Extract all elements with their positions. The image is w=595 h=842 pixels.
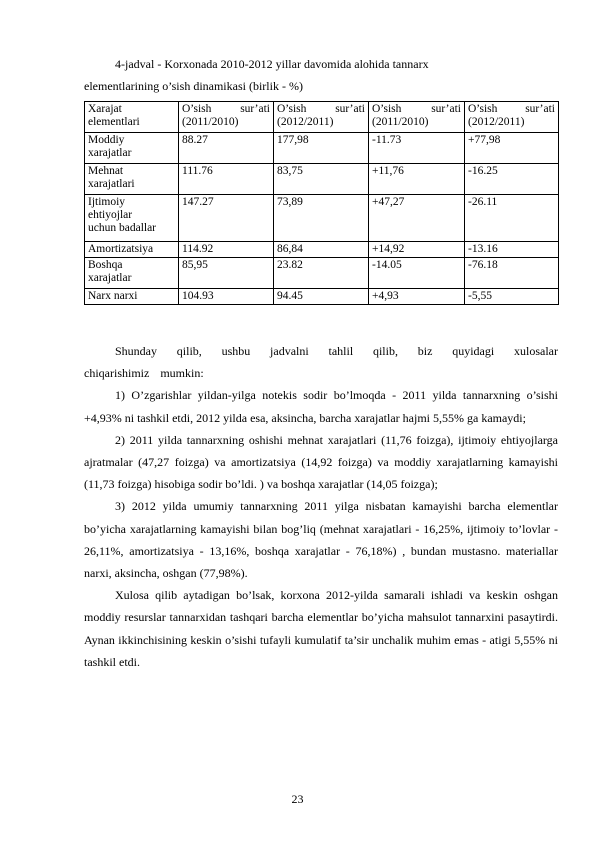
- header-cell: O’sish sur’ati (2012/2011): [274, 102, 369, 133]
- value-cell: 94.45: [274, 289, 369, 305]
- header-cell: Xarajat elementlari: [85, 102, 179, 133]
- value-cell: -16.25: [465, 164, 559, 195]
- table-header-row: [85, 102, 559, 133]
- caption-line-2: elementlarining o’sish dinamikasi (birlik - %): [84, 79, 303, 93]
- value-cell: -76.18: [465, 258, 559, 289]
- paragraph: Xulosa qilib aytadigan bo’lsak, korxona 2012-yilda samarali ishladi va keskin oshgan moddiy resurslar tannarxidan tashqari barcha elementlar bo’yicha mahsulot tannarxini pasaytirdi. Aynan ikkinchisining keskin o’sishi tufayli kumulatif ta’sir unchalik muhim emas - atigi 5,55% ni tashkil etdi.: [84, 588, 558, 669]
- caption-line-1: 4-jadval - Korxonada 2010-2012 yillar davomida alohida tannarx: [115, 57, 429, 71]
- table-row: [85, 164, 559, 195]
- value-cell: 104.93: [179, 289, 274, 305]
- value-cell: +77,98: [465, 133, 559, 164]
- value-cell: 85,95: [179, 258, 274, 289]
- row-label-cell: Boshqa xarajatlar: [85, 258, 179, 289]
- value-cell: 114.92: [179, 242, 274, 258]
- header-cell: O’sish sur’ati (2011/2010): [369, 102, 465, 133]
- table-caption: [84, 53, 558, 97]
- value-cell: +11,76: [369, 164, 465, 195]
- value-cell: 88.27: [179, 133, 274, 164]
- value-cell: -26.11: [465, 195, 559, 242]
- cost-dynamics-table: [84, 101, 559, 305]
- value-cell: +4,93: [369, 289, 465, 305]
- header-cell: O’sish sur’ati (2012/2011): [465, 102, 559, 133]
- value-cell: 73,89: [274, 195, 369, 242]
- paragraph: 2) 2011 yilda tannarxning oshishi mehnat xarajatlari (11,76 foizga), ijtimoiy ehtiyojlarga ajratmalar (47,27 foizga) va amortizatsiya (14,92 foizga) va moddiy xarajatlarning kamayishi (11,73 foizga) hisobiga sodir bo’ldi. ) va boshqa xarajatlar (14,05 foizga);: [84, 432, 558, 492]
- paragraph: 1) O’zgarishlar yildan-yilga notekis sodir bo’lmoqda - 2011 yilda tannarxning o’sishi +4,93% ni tashkil etdi, 2012 yilda esa, aksincha, barcha xarajatlar hajmi 5,55% ga kamaydi;: [84, 388, 558, 425]
- page-number: 23: [291, 792, 304, 806]
- row-label-cell: Amortizatsiya: [85, 242, 179, 258]
- row-label-cell: Moddiy xarajatlar: [85, 133, 179, 164]
- body-text: [84, 340, 558, 673]
- header-cell: O’sish sur’ati (2011/2010): [179, 102, 274, 133]
- value-cell: 177,98: [274, 133, 369, 164]
- row-label-cell: Ijtimoiy ehtiyojlar uchun badallar: [85, 195, 179, 242]
- value-cell: 111.76: [179, 164, 274, 195]
- row-label-cell: Mehnat xarajatlari: [85, 164, 179, 195]
- table-row: [85, 289, 559, 305]
- value-cell: -11.73: [369, 133, 465, 164]
- table-row: [85, 195, 559, 242]
- value-cell: 86,84: [274, 242, 369, 258]
- table-row: [85, 258, 559, 289]
- value-cell: +47,27: [369, 195, 465, 242]
- value-cell: -14.05: [369, 258, 465, 289]
- paragraph: 3) 2012 yilda umumiy tannarxning 2011 yilga nisbatan kamayishi barcha elementlar bo’yicha xarajatlarning kamayishi bilan bog’liq (mehnat xarajatlari - 16,25%, ijtimoiy to’lovlar - 26,11%, amortizatsiya - 13,16%, boshqa xarajatlar - 76,18%) , bundan mustasno. materiallar narxi, aksincha, oshgan (77,98%).: [84, 499, 558, 581]
- value-cell: -5,55: [465, 289, 559, 305]
- value-cell: 147.27: [179, 195, 274, 242]
- table-row: [85, 242, 559, 258]
- table-row: [85, 133, 559, 164]
- row-label-cell: Narx narxi: [85, 289, 179, 305]
- paragraph: Shunday qilib, ushbu jadvalni tahlil qilib, biz quyidagi xulosalar chiqarishimiz mumkin:: [84, 344, 558, 381]
- value-cell: 83,75: [274, 164, 369, 195]
- value-cell: +14,92: [369, 242, 465, 258]
- value-cell: 23.82: [274, 258, 369, 289]
- value-cell: -13.16: [465, 242, 559, 258]
